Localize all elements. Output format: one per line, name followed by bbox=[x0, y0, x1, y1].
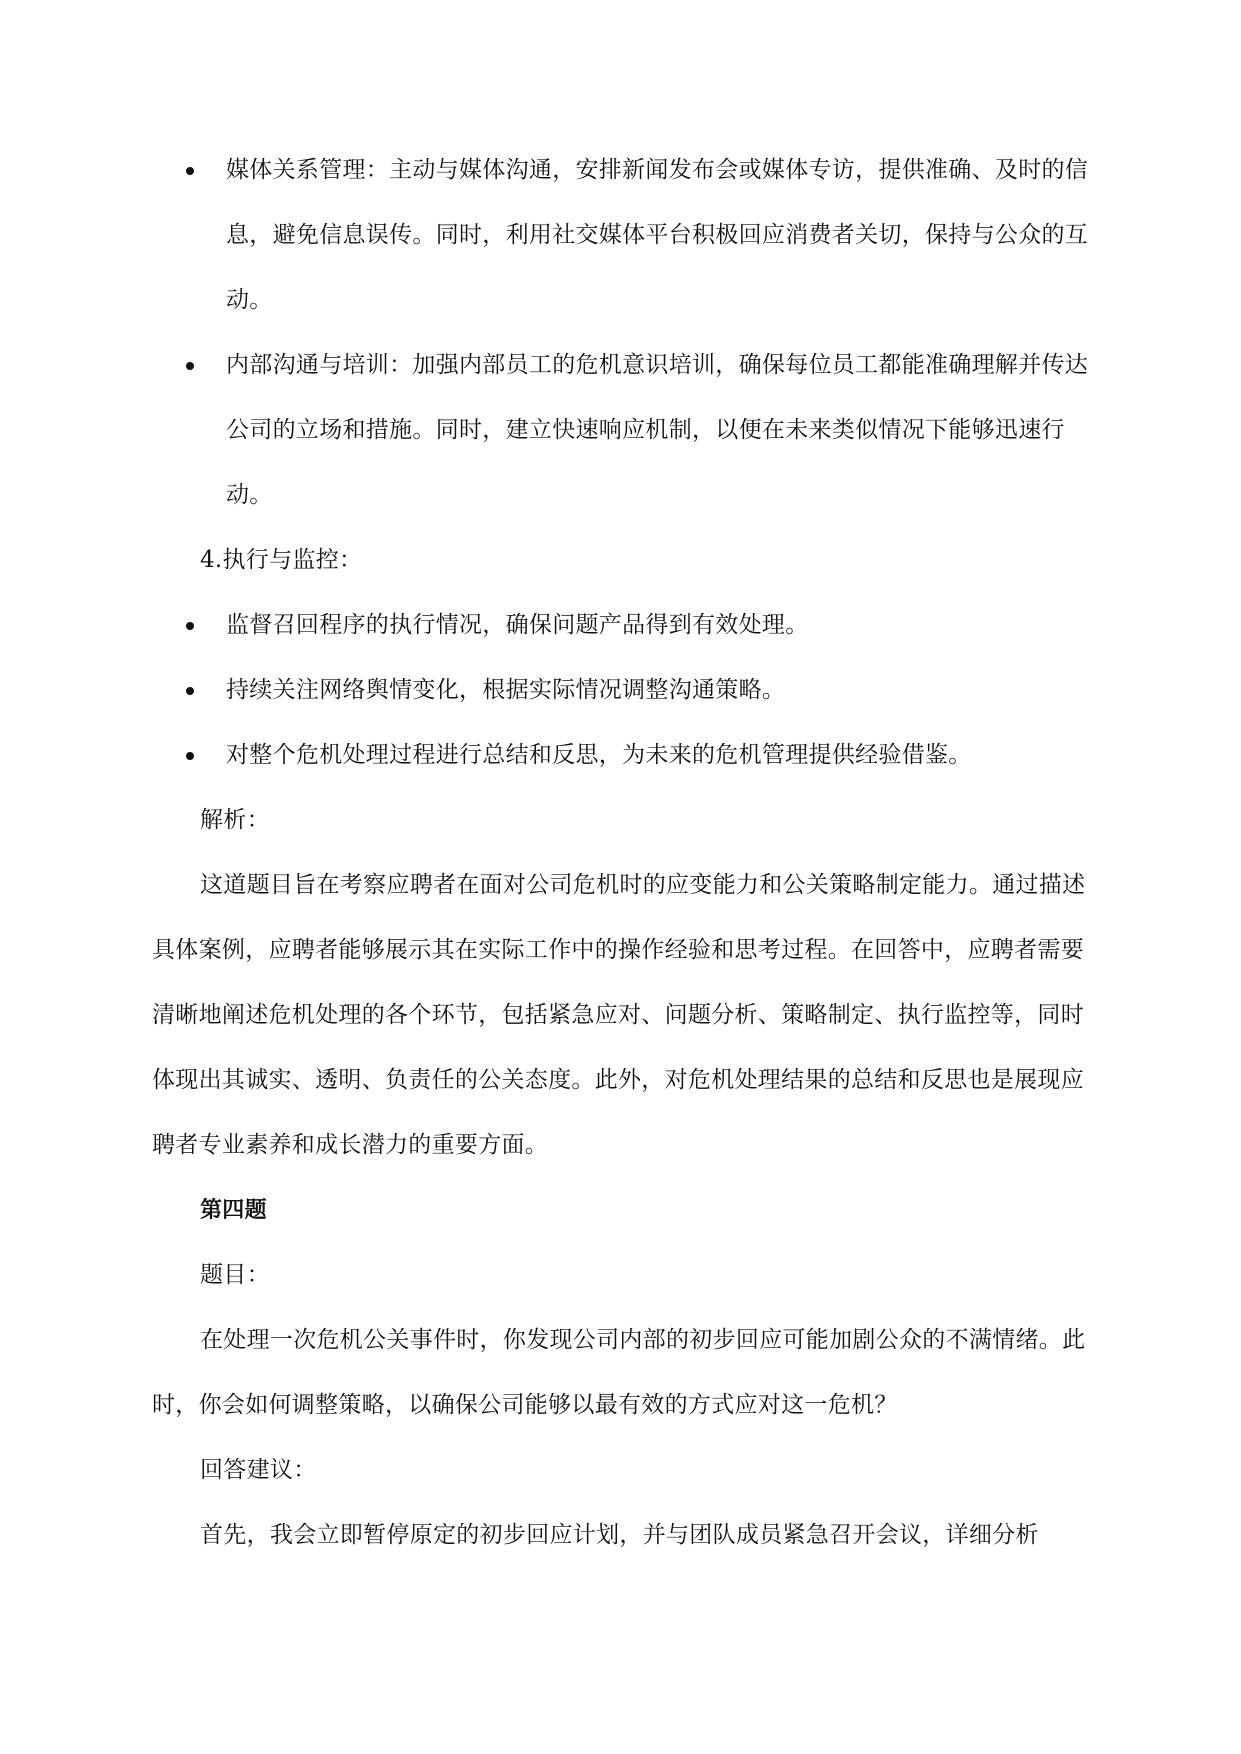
bullet-dot-icon bbox=[186, 362, 194, 370]
bullet-text: 持续关注网络舆情变化，根据实际情况调整沟通策略。 bbox=[226, 677, 786, 703]
answer-paragraph: 首先，我会立即暂停原定的初步回应计划，并与团队成员紧急召开会议，详细分析 bbox=[200, 1522, 1039, 1548]
bullet-text: 媒体关系管理：主动与媒体沟通，安排新闻发布会或媒体专访，提供准确、及时的信息，避免信息误传。同时，利用社交媒体平台积极回应消费者关切，保持与公众的互动。 bbox=[226, 157, 1089, 313]
bullet-text: 监督召回程序的执行情况，确保问题产品得到有效处理。 bbox=[226, 612, 809, 638]
analysis-label: 解析： bbox=[200, 807, 270, 833]
bullet-dot-icon bbox=[186, 752, 194, 760]
bullet-item-media-relations bbox=[152, 138, 1096, 333]
bullet-item-monitor-opinion bbox=[152, 658, 1096, 723]
question-paragraph: 在处理一次危机公关事件时，你发现公司内部的初步回应可能加剧公众的不满情绪。此时，你会如何调整策略，以确保公司能够以最有效的方式应对这一危机？ bbox=[152, 1327, 1086, 1418]
bullet-item-monitor-recall bbox=[152, 593, 1096, 658]
bullet-dot-icon bbox=[186, 167, 194, 175]
step-4-label: 4.执行与监控： bbox=[200, 547, 363, 573]
analysis-paragraph: 这道题目旨在考察应聘者在面对公司危机时的应变能力和公关策略制定能力。通过描述具体案例，应聘者能够展示其在实际工作中的操作经验和思考过程。在回答中，应聘者需要清晰地阐述危机处理的各个环节，包括紧急应对、问题分析、策略制定、执行监控等，同时体现出其诚实、透明、负责任的公关态度。此外，对危机处理结果的总结和反思也是展现应聘者专业素养和成长潜力的重要方面。 bbox=[152, 872, 1086, 1158]
bullet-item-internal-training bbox=[152, 333, 1096, 528]
bullet-text: 内部沟通与培训：加强内部员工的危机意识培训，确保每位员工都能准确理解并传达公司的立场和措施。同时，建立快速响应机制，以便在未来类似情况下能够迅速行动。 bbox=[226, 352, 1089, 508]
answer-label: 回答建议： bbox=[200, 1457, 317, 1483]
document-body bbox=[152, 138, 1096, 1568]
question-label: 题目： bbox=[200, 1262, 270, 1288]
bullet-item-monitor-review bbox=[152, 723, 1096, 788]
bullet-dot-icon bbox=[186, 687, 194, 695]
bullet-dot-icon bbox=[186, 622, 194, 630]
bullet-text: 对整个危机处理过程进行总结和反思，为未来的危机管理提供经验借鉴。 bbox=[226, 742, 972, 768]
question-4-heading: 第四题 bbox=[200, 1198, 267, 1223]
